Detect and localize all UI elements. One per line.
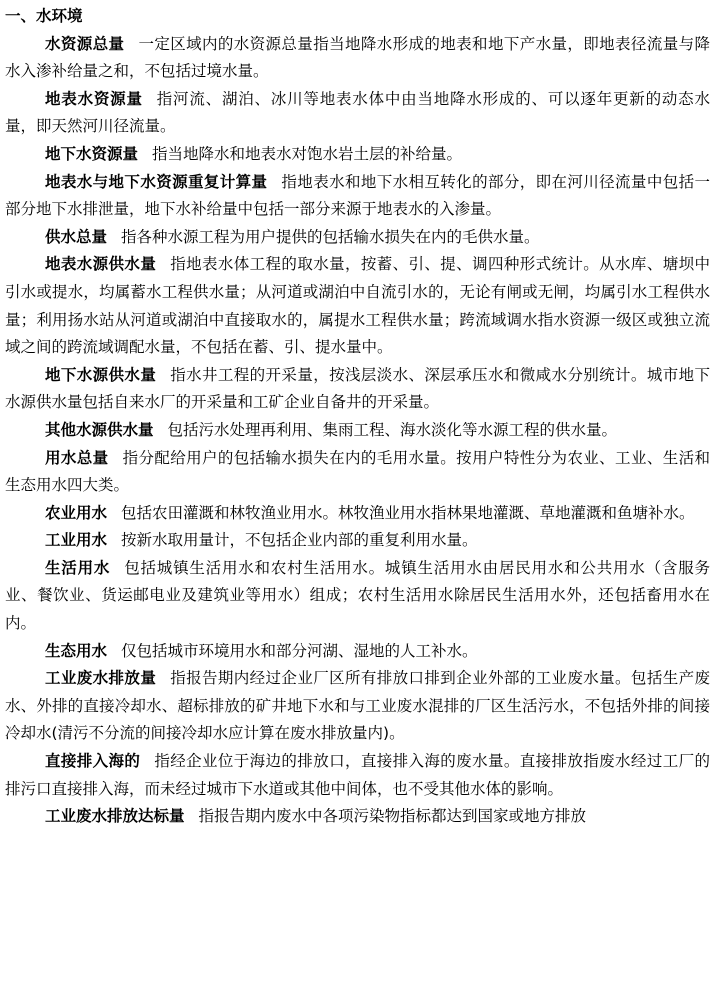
definitions-list: [5, 31, 710, 831]
definition-text: 指地表水体工程的取水量，按蓄、引、提、调四种形式统计。从水库、塘坝中引水或提水，均属蓄水工程供水量；从河道或湖泊中自流引水的，无论有闸或无闸，均属引水工程供水量；利用扬水站从河道或湖泊中直接取水的，属提水工程供水量；跨流域调水指水资源一级区或独立流域之间的跨流域调配水量，不包括在蓄、引、提水量中。: [5, 255, 710, 357]
definition-text: 按新水取用量计，不包括企业内部的重复利用水量。: [121, 531, 478, 550]
definition-term: 地下水资源量: [45, 144, 139, 163]
definition-term: 直接排入海的: [45, 752, 141, 771]
definition-term: 用水总量: [45, 448, 109, 467]
definition-entry: [5, 527, 710, 555]
definition-entry: [5, 31, 710, 86]
definition-term: 工业废水排放量: [45, 669, 157, 688]
definition-text: 指河流、湖泊、冰川等地表水体中由当地降水形成的、可以逐年更新的动态水量，即天然河川径流量。: [5, 89, 710, 136]
definition-entry: [5, 169, 710, 224]
definition-term: 地表水资源量: [45, 89, 143, 108]
definition-entry: [5, 555, 710, 638]
definition-text: 一定区域内的水资源总量指当地降水形成的地表和地下产水量，即地表径流量与降水入渗补给量之和，不包括过境水量。: [5, 34, 710, 81]
definition-entry: [5, 251, 710, 361]
definition-term: 农业用水: [45, 503, 108, 522]
definition-term: 其他水源供水量: [45, 420, 154, 439]
definition-entry: [5, 417, 710, 445]
definition-text: 仅包括城市环境用水和部分河湖、湿地的人工补水。: [121, 641, 478, 660]
definition-term: 地下水源供水量: [45, 365, 157, 384]
definition-entry: [5, 141, 710, 169]
definition-text: 指水井工程的开采量，按浅层淡水、深层承压水和微咸水分别统计。城市地下水源供水量包括自来水厂的开采量和工矿企业自备井的开采量。: [5, 365, 710, 412]
definition-entry: [5, 86, 710, 141]
document-page: [5, 3, 710, 831]
definition-term: 工业用水: [45, 531, 108, 550]
definition-entry: [5, 638, 710, 666]
definition-text: 指经企业位于海边的排放口，直接排入海的废水量。直接排放指废水经过工厂的排污口直接排入海，而未经过城市下水道或其他中间体，也不受其他水体的影响。: [5, 752, 710, 798]
definition-entry: [5, 224, 710, 252]
definition-text: 指分配给用户的包括输水损失在内的毛用水量。按用户特性分为农业、工业、生活和生态用水四大类。: [5, 448, 710, 495]
definition-entry: [5, 362, 710, 417]
definition-entry: [5, 500, 710, 528]
definition-term: 地表水源供水量: [45, 255, 157, 274]
definition-entry: [5, 803, 710, 831]
definition-term: 地表水与地下水资源重复计算量: [45, 172, 268, 191]
definition-term: 供水总量: [45, 227, 108, 246]
definition-term: 生态用水: [45, 641, 108, 660]
definition-term: 生活用水: [45, 558, 111, 577]
definition-text: 指当地降水和地表水对饱水岩土层的补给量。: [152, 144, 463, 163]
definition-term: 水资源总量: [45, 34, 125, 53]
definition-text: 指报告期内废水中各项污染物指标都达到国家或地方排放: [198, 807, 587, 826]
definition-entry: [5, 445, 710, 500]
definition-entry: [5, 665, 710, 748]
definition-text: 包括污水处理再利用、集雨工程、海水淡化等水源工程的供水量。: [167, 420, 618, 439]
definition-text: 指各种水源工程为用户提供的包括输水损失在内的毛供水量。: [121, 227, 540, 246]
definition-text: 指报告期内经过企业厂区所有排放口排到企业外部的工业废水量。包括生产废水、外排的直接冷却水、超标排放的矿井地下水和与工业废水混排的厂区生活污水，不包括外排的间接冷却水(清污不分流的间接冷却水应计算在废水排放量内)。: [5, 669, 710, 743]
definition-text: 包括农田灌溉和林牧渔业用水。林牧渔业用水指林果地灌溉、草地灌溉和鱼塘补水。: [121, 503, 695, 522]
definition-term: 工业废水排放达标量: [45, 807, 185, 826]
definition-entry: [5, 748, 710, 803]
definition-text: 包括城镇生活用水和农村生活用水。城镇生活用水由居民用水和公共用水（含服务业、餐饮业、货运邮电业及建筑业等用水）组成；农村生活用水除居民生活用水外，还包括畜用水在内。: [5, 558, 710, 633]
section-title: 一、水环境: [5, 7, 83, 25]
definition-text: 指地表水和地下水相互转化的部分，即在河川径流量中包括一部分地下水排泄量，地下水补给量中包括一部分来源于地表水的入渗量。: [5, 172, 710, 219]
